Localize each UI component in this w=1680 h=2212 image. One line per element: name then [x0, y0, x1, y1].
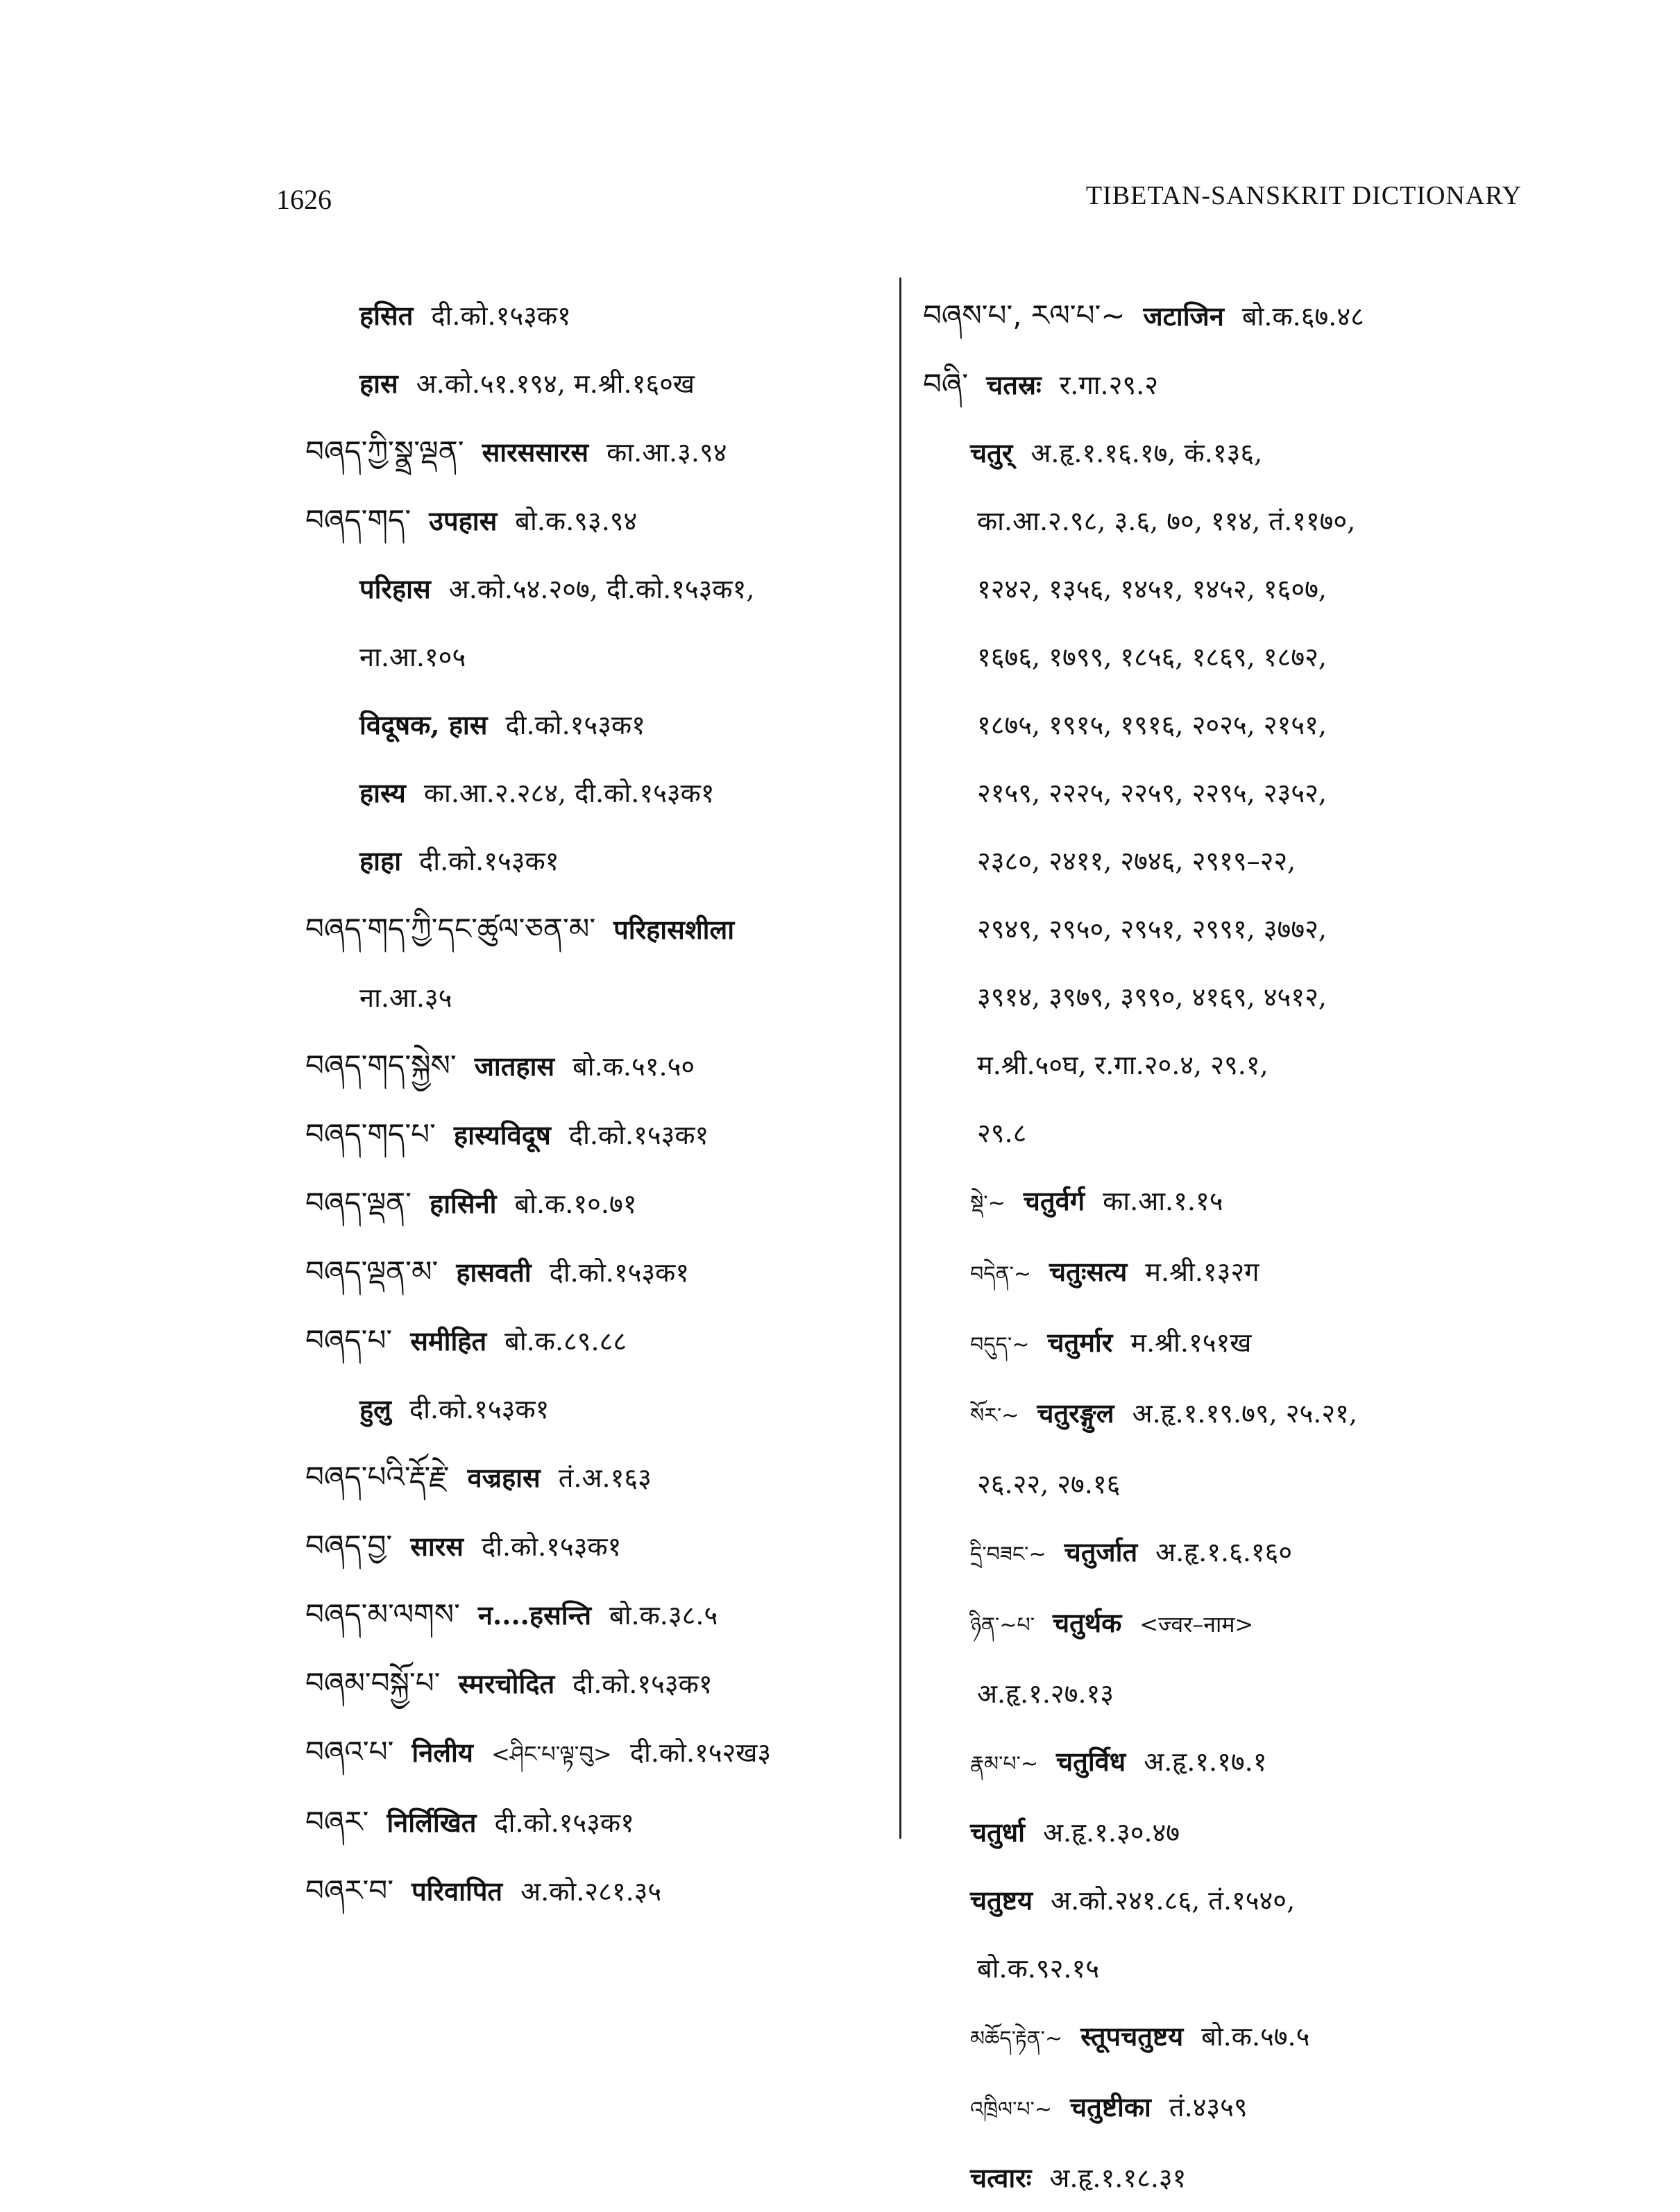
source-references: २३८०, २४११, २७४६, २९१९–२२, [977, 846, 1296, 876]
source-references: बो.क.९३.९४ [515, 506, 638, 536]
tibetan-term: བཞད་བྱ་ [305, 1529, 393, 1563]
sanskrit-headword: परिहास [359, 573, 431, 604]
sanskrit-headword: चतुर्थक [1053, 1607, 1122, 1638]
dictionary-entry [923, 623, 1534, 691]
tibetan-term: བཞད་གད་ཀྱི་དང་ཚུལ་ཅན་མ་ [305, 912, 596, 946]
sanskrit-headword: चतुष्टीका [1070, 2091, 1151, 2122]
dictionary-entry [923, 1450, 1534, 1518]
tibetan-term: སྡེ་~ [970, 1191, 1006, 1216]
dictionary-entry [305, 1307, 881, 1375]
source-references: १६७६, १७९९, १८५६, १८६९, १८७२, [977, 642, 1327, 672]
dictionary-entry [305, 1032, 881, 1100]
tibetan-term: བཞད་ལྡན་ [305, 1186, 412, 1220]
sanskrit-headword: हास्य [359, 777, 406, 808]
source-references: बो.क.५७.५ [1201, 2021, 1310, 2052]
source-references: का.आ.२.९८, ३.६, ७०, ११४, तं.११७०, [977, 506, 1356, 536]
sanskrit-headword: चतुर्मार [1047, 1327, 1113, 1358]
source-references: बो.क.५१.५० [572, 1051, 695, 1082]
tibetan-term: བཞད་ཀྱི་སྣྲ་ལྡན་ [305, 434, 464, 468]
sanskrit-headword: हास्यविदूष [453, 1119, 551, 1150]
dictionary-entry [923, 759, 1534, 827]
source-references: दी.को.१५३क१ [505, 710, 645, 740]
dictionary-entry [305, 827, 881, 895]
sanskrit-headword: न....हसन्ति [477, 1599, 591, 1631]
source-references: अ.हृ.१.३०.४७ [1043, 1817, 1180, 1848]
sanskrit-headword: चतुर् [970, 437, 1013, 468]
dictionary-entry [305, 1718, 881, 1788]
source-references: अ.हृ.१.१६.१७, कं.१३६, [1030, 438, 1263, 468]
dictionary-entry [923, 1660, 1534, 1728]
dictionary-entry [305, 964, 881, 1032]
tibetan-term: དྲི་བཟང་~ [970, 1542, 1046, 1567]
dictionary-entry [923, 419, 1534, 487]
dictionary-entry [305, 1100, 881, 1169]
source-references: दी.को.१५३क१ [409, 1394, 550, 1424]
dictionary-entry [305, 691, 881, 759]
source-references: दी.को.१५३क१ [549, 1257, 690, 1288]
dictionary-entry [923, 1866, 1534, 1934]
source-references: दी.को.१५२ख३ [629, 1737, 772, 1768]
dictionary-entry [923, 350, 1534, 419]
dictionary-entry [923, 555, 1534, 623]
dictionary-entry [305, 1375, 881, 1443]
source-references: तं.अ.१६३ [558, 1463, 652, 1493]
source-references: बो.क.१०.७१ [514, 1189, 637, 1219]
sanskrit-headword: परिवापित [411, 1875, 503, 1907]
source-references: दी.को.१५३क१ [568, 1120, 709, 1150]
source-references: अ.हृ.१.१७.१ [1144, 1746, 1267, 1777]
source-references: म.श्री.१५१ख [1130, 1327, 1252, 1358]
dictionary-entry [923, 1309, 1534, 1379]
source-references: म.श्री.१३२ग [1145, 1257, 1259, 1287]
dictionary-entry [923, 2073, 1534, 2144]
column-divider [899, 278, 901, 1839]
dictionary-entry [923, 1379, 1534, 1450]
sanskrit-headword: चतुरङ्गुल [1037, 1397, 1114, 1429]
source-references: २६.२२, २७.१६ [977, 1469, 1121, 1499]
right-column [923, 282, 1534, 2212]
source-references: का.आ.२.२८४, दी.को.१५३क१ [423, 778, 715, 808]
sanskrit-headword: निर्लिखित [387, 1807, 477, 1838]
source-references: दी.को.१५३क१ [431, 300, 571, 331]
sanskrit-headword: उपहास [429, 505, 498, 536]
tibetan-term: བཞར་བ་ [305, 1873, 394, 1907]
source-references: ना.आ.१०५ [359, 642, 466, 672]
dictionary-entry [305, 1649, 881, 1718]
source-references: अ.हृ.१.६.१६० [1155, 1537, 1293, 1567]
dictionary-entry [305, 1238, 881, 1307]
tibetan-term: ཉིན་~པ་ [970, 1613, 1035, 1637]
tibetan-term: བཞད་པའི་རྡོ་རྗེ་ [305, 1460, 450, 1494]
source-references: का.आ.१.१५ [1103, 1186, 1223, 1216]
dictionary-entry [923, 1099, 1534, 1167]
source-references: बो.क.८९.८८ [504, 1326, 627, 1356]
tibetan-term: བདེན་~ [970, 1262, 1032, 1286]
dictionary-entry [923, 963, 1534, 1031]
left-column [305, 282, 881, 1925]
sanskrit-headword: चतुष्टय [970, 1885, 1033, 1916]
source-references: बो.क.३८.५ [609, 1600, 718, 1631]
source-references: बो.क.९२.१५ [977, 1953, 1100, 1984]
source-references: दी.को.१५३क१ [494, 1807, 634, 1838]
source-references: र.गा.२९.२ [1059, 370, 1158, 400]
sanskrit-headword: हासवती [456, 1257, 532, 1288]
tibetan-term: བཞད་པ་ [305, 1323, 393, 1357]
source-references: तं.४३५९ [1169, 2092, 1248, 2122]
sanskrit-headword: परिहासशीला [613, 914, 735, 945]
dictionary-entry [305, 895, 881, 964]
source-references: १८७५, १९१५, १९१६, २०२५, २१५१, [977, 710, 1327, 740]
tibetan-term: བཞར་ [305, 1805, 369, 1839]
source-references: ना.आ.३५ [359, 982, 452, 1013]
dictionary-entry [305, 1857, 881, 1925]
dictionary-entry [923, 282, 1534, 350]
source-references: दी.को.१५३क१ [419, 846, 559, 876]
dictionary-entry [305, 1512, 881, 1581]
source-references: दी.को.१५३क१ [481, 1531, 622, 1562]
sanskrit-headword: हुलु [359, 1393, 391, 1424]
dictionary-entry [923, 895, 1534, 963]
dictionary-entry [923, 487, 1534, 555]
source-references: ३९१४, ३९७९, ३९९०, ४१६९, ४५१२, [977, 982, 1327, 1012]
tibetan-term: བཞམ་བསྐྱོ་པ་ [305, 1666, 441, 1700]
sanskrit-headword: सारस [410, 1531, 464, 1562]
source-references: अ.हृ.१.२७.१३ [977, 1678, 1114, 1709]
dictionary-entry [923, 1518, 1534, 1589]
sanskrit-headword: निलीय [411, 1737, 473, 1768]
source-references: अ.को.५४.२०७, दी.को.१५३क१, [448, 574, 755, 604]
source-references: २९.८ [977, 1118, 1027, 1148]
source-references: अ.को.२४१.८६, तं.१५४०, [1051, 1885, 1296, 1916]
sanskrit-headword: जटाजिन [1143, 300, 1224, 332]
source-references: २१५९, २२२५, २२५९, २२९५, २३५२, [977, 778, 1327, 808]
dictionary-entry [305, 1443, 881, 1512]
tibetan-term: བཞི་ [923, 367, 969, 401]
source-references: १२४२, १३५६, १४५१, १४५२, १६०७, [977, 574, 1327, 604]
dictionary-entry [305, 759, 881, 827]
tibetan-term: བཞད་གད་ [305, 503, 411, 537]
dictionary-entry [923, 827, 1534, 895]
tibetan-term: བཞས་པ་, རལ་པ་~ [923, 298, 1126, 332]
dictionary-entry [305, 1788, 881, 1857]
sanskrit-headword: चत्वारः [970, 2162, 1032, 2193]
sanskrit-headword: स्मरचोदित [458, 1668, 555, 1699]
tibetan-term: བཞད་མ་ལགས་ [305, 1597, 460, 1631]
dictionary-entry [305, 623, 881, 691]
sanskrit-headword: वज्रहास [467, 1462, 541, 1493]
source-references: अ.को.५१.१९४, म.श्री.१६०ख [416, 368, 695, 399]
sanskrit-headword: समीहित [410, 1325, 487, 1356]
sanskrit-headword: हासिनी [430, 1188, 497, 1219]
tibetan-term: རྣམ་པ་~ [970, 1752, 1039, 1776]
sanskrit-headword: हाहा [359, 845, 402, 876]
dictionary-entry [923, 1589, 1534, 1660]
dictionary-entry [923, 2002, 1534, 2073]
dictionary-entry [305, 555, 881, 623]
page-number: 1626 [276, 184, 332, 215]
dictionary-entry [923, 691, 1534, 759]
dictionary-entry [305, 282, 881, 350]
sanskrit-headword: विदूषक, हास [359, 709, 488, 740]
dictionary-entry [305, 350, 881, 418]
source-references: म.श्री.५०घ, र.गा.२०.४, २९.१, [977, 1050, 1269, 1080]
dictionary-entry [305, 1581, 881, 1649]
sanskrit-headword: चतुःसत्य [1049, 1256, 1128, 1287]
sanskrit-headword: जातहास [474, 1050, 555, 1082]
source-references: दी.को.१५३क१ [572, 1669, 713, 1699]
entry-note: <ཤིང་པ་ལྟ་བུ> [491, 1741, 612, 1767]
dictionary-entry [923, 1238, 1534, 1309]
sanskrit-headword: हास [359, 368, 398, 399]
sanskrit-headword: हसित [359, 300, 414, 331]
dictionary-entry [923, 1728, 1534, 1798]
source-references: २९४९, २९५०, २९५१, २९९१, ३७७२, [977, 914, 1327, 944]
dictionary-entry [923, 2144, 1534, 2212]
sanskrit-headword: चतस्रः [986, 369, 1042, 400]
tibetan-term: སོར་~ [970, 1404, 1019, 1428]
dictionary-entry [923, 1031, 1534, 1099]
source-references: अ.को.२८१.३५ [520, 1876, 662, 1907]
dictionary-entry [305, 486, 881, 555]
source-references: का.आ.३.९४ [606, 437, 727, 468]
tibetan-term: བཞད་ལྡན་མ་ [305, 1254, 439, 1288]
sanskrit-headword: सारससारस [482, 436, 589, 468]
tibetan-term: འཁྲིལ་པ་~ [970, 2098, 1053, 2122]
sanskrit-headword: स्तूपचतुष्टय [1080, 2020, 1184, 2052]
tibetan-term: བཞའ་པ་ [305, 1735, 394, 1769]
source-references: बो.क.६७.४८ [1241, 301, 1364, 332]
dictionary-entry [923, 1798, 1534, 1866]
sanskrit-headword: चतुर्धा [970, 1817, 1026, 1848]
sanskrit-headword: चतुर्वर्ग [1023, 1185, 1085, 1216]
sanskrit-headword: चतुर्जात [1064, 1536, 1138, 1567]
tibetan-term: བཞད་གད་པ་ [305, 1117, 436, 1151]
dictionary-entry [923, 1167, 1534, 1238]
dictionary-entry [305, 418, 881, 486]
running-title: TIBETAN-SANSKRIT DICTIONARY [1085, 181, 1522, 210]
source-references: अ.हृ.१.१९.७९, २५.२१, [1132, 1398, 1357, 1429]
tibetan-term: མཆོད་རྟེན་~ [970, 2027, 1063, 2051]
entry-note: <ज्वर–नाम> [1139, 1611, 1254, 1637]
source-references: अ.हृ.१.१८.३१ [1049, 2163, 1187, 2193]
tibetan-term: བདུད་~ [970, 1333, 1030, 1357]
dictionary-entry [305, 1169, 881, 1238]
tibetan-term: བཞད་གད་སྐྱེས་ [305, 1048, 457, 1082]
dictionary-entry [923, 1934, 1534, 2002]
sanskrit-headword: चतुर्विध [1056, 1746, 1126, 1777]
